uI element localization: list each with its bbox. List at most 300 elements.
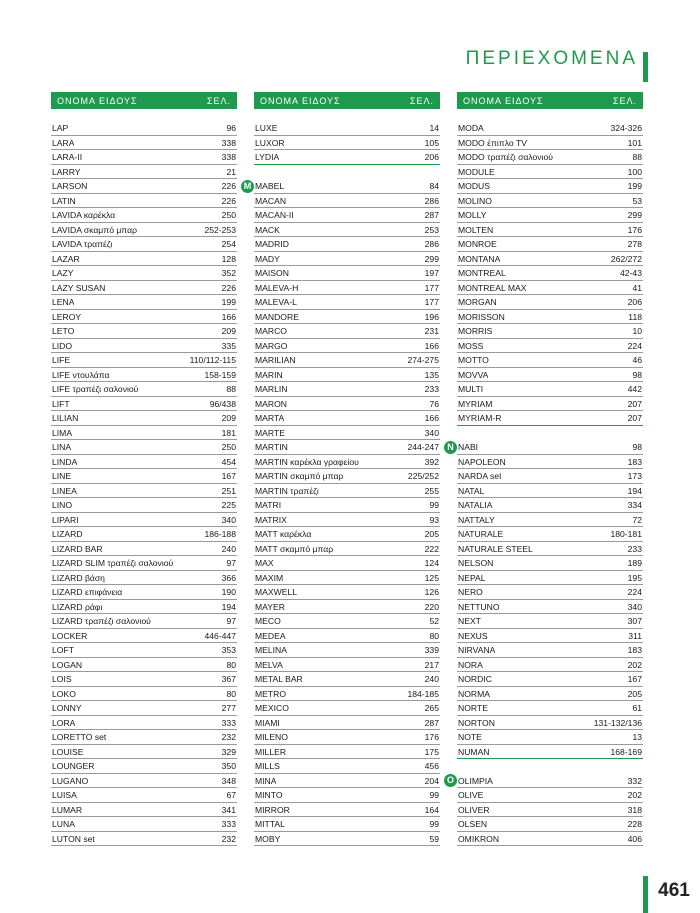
entry-page: 110/112-115: [189, 355, 236, 365]
entry-name: MARLIN: [255, 384, 288, 394]
entry-page: 135: [424, 369, 439, 380]
index-entry: [457, 788, 643, 803]
index-entry: [447, 440, 643, 455]
entry-name: MATT καρέκλα: [255, 529, 312, 539]
entry-name: LINE: [52, 471, 72, 481]
entry-page: 84: [429, 181, 439, 191]
index-entry: [51, 353, 237, 368]
index-entry: [254, 208, 440, 223]
entry-name: LAZY: [52, 268, 74, 278]
entry-page: 46: [632, 355, 642, 365]
index-column-1: [51, 92, 237, 846]
entry-name: MATRI: [255, 500, 282, 510]
index-entry: [457, 208, 643, 223]
index-entry: [254, 353, 440, 368]
entry-page: 164: [424, 804, 439, 815]
entry-name: LARSON: [52, 181, 88, 191]
entry-page: 98: [632, 442, 642, 452]
index-entry: [457, 237, 643, 252]
entry-name: LOFT: [52, 645, 74, 655]
index-entry: [51, 339, 237, 354]
entry-name: MARON: [255, 398, 287, 409]
entry-page: 250: [221, 210, 236, 220]
entry-name: LAP: [52, 123, 69, 133]
index-entry: [254, 455, 440, 470]
entry-name: NETTUNO: [458, 601, 500, 612]
index-entry: [51, 585, 237, 600]
entry-page: 202: [627, 790, 642, 800]
index-entry: [457, 339, 643, 354]
entry-name: MILENO: [255, 732, 288, 742]
entry-page: 100: [627, 166, 642, 177]
index-entry: [51, 266, 237, 281]
entry-page: 228: [627, 819, 642, 829]
entry-name: MOVVA: [458, 369, 489, 380]
entry-page: 80: [429, 630, 439, 641]
index-entry: [457, 136, 643, 151]
index-entry: [457, 817, 643, 832]
entry-page: 287: [424, 210, 439, 220]
entry-page: 265: [424, 703, 439, 713]
entry-name: MODULE: [458, 166, 495, 177]
index-entry: [254, 411, 440, 426]
index-entry: [254, 832, 440, 847]
index-entry: [457, 310, 643, 325]
entry-page: 333: [221, 717, 236, 728]
index-entry: [51, 745, 237, 760]
entry-name: MODO τραπέζι σαλονιού: [458, 152, 553, 162]
index-entry: [51, 672, 237, 687]
index-entry: [457, 658, 643, 673]
entry-name: MAXWELL: [255, 587, 298, 597]
entry-page: 329: [221, 746, 236, 757]
entry-name: MAXIM: [255, 572, 284, 583]
entry-page: 184-185: [407, 688, 439, 699]
index-entry: [254, 585, 440, 600]
entry-page: 96/438: [209, 398, 236, 409]
entry-page: 209: [221, 413, 236, 423]
entry-name: LOCKER: [52, 630, 88, 641]
entry-page: 131-132/136: [593, 717, 642, 728]
entry-name: LUNA: [52, 819, 75, 829]
entry-page: 367: [221, 674, 236, 684]
entry-name: NAPOLEON: [458, 456, 506, 467]
entry-name: MELVA: [255, 659, 283, 670]
entry-name: MARTIN καρέκλα γραφείου: [255, 456, 359, 467]
entry-page: 217: [424, 659, 439, 670]
index-entry: [51, 600, 237, 615]
index-entry: [457, 803, 643, 818]
index-entry: [254, 600, 440, 615]
entry-page: 205: [424, 529, 439, 539]
entry-page: 287: [424, 717, 439, 728]
index-entry: [254, 672, 440, 687]
entry-page: 222: [424, 543, 439, 554]
entry-name: MINA: [255, 775, 277, 786]
entry-name: LUISA: [52, 790, 77, 800]
index-entry: [457, 223, 643, 238]
entry-name: MODUS: [458, 181, 490, 191]
column-header-page: ΣΕΛ.: [612, 95, 637, 106]
entry-name: LILIAN: [52, 413, 79, 423]
index-entry: [457, 281, 643, 296]
index-entry: [51, 237, 237, 252]
entry-name: NELSON: [458, 558, 494, 568]
index-entry: [51, 658, 237, 673]
index-entry: [254, 310, 440, 325]
entry-page: 456: [424, 761, 439, 771]
entry-name: MARTIN σκαμπό μπαρ: [255, 471, 344, 481]
index-entry: [457, 179, 643, 194]
entry-page: 67: [226, 790, 236, 800]
entry-page: 406: [627, 833, 642, 844]
entry-name: MELINA: [255, 645, 287, 655]
index-entry: [457, 382, 643, 397]
index-entry: [51, 556, 237, 571]
entry-page: 454: [221, 456, 236, 467]
entry-page: 338: [221, 152, 236, 162]
index-entry: [457, 252, 643, 267]
index-entry: [254, 513, 440, 528]
entry-name: MARGO: [255, 340, 288, 351]
entry-page: 42-43: [620, 268, 642, 278]
index-entry: [254, 426, 440, 441]
entry-name: MYRIAM: [458, 398, 493, 409]
entry-name: LETO: [52, 326, 75, 336]
index-entry: [457, 368, 643, 383]
entry-name: MITTAL: [255, 819, 285, 829]
index-entry: [51, 817, 237, 832]
index-entry: [254, 788, 440, 803]
index-entry: [51, 542, 237, 557]
entry-name: OLIMPIA: [458, 775, 493, 786]
entry-name: MALEVA-H: [255, 282, 299, 293]
entry-name: MAYER: [255, 601, 285, 612]
entry-page: 286: [424, 239, 439, 249]
index-entry: [51, 513, 237, 528]
entry-name: MOLLY: [458, 210, 487, 220]
entry-page: 72: [632, 514, 642, 525]
entry-page: 183: [627, 456, 642, 467]
entry-name: MOSS: [458, 340, 484, 351]
index-entry: [51, 687, 237, 702]
entry-name: MYRIAM-R: [458, 413, 502, 423]
index-entry: [254, 498, 440, 513]
entry-page: 250: [221, 442, 236, 452]
entry-name: NOTE: [458, 732, 482, 742]
entry-name: MORGAN: [458, 297, 497, 307]
entry-name: LIZARD τραπέζι σαλονιού: [52, 616, 151, 626]
entry-name: NORMA: [458, 688, 490, 699]
index-entry: [457, 165, 643, 180]
entry-name: MORISSON: [458, 311, 505, 322]
entry-name: LINEA: [52, 485, 77, 496]
index-entry: [254, 469, 440, 484]
entry-page: 93: [429, 514, 439, 525]
index-entry: [51, 150, 237, 165]
index-list: [446, 121, 643, 846]
index-entry: [51, 426, 237, 441]
entry-page: 252-253: [204, 224, 236, 235]
entry-name: LIFT: [52, 398, 70, 409]
entry-page: 220: [424, 601, 439, 612]
index-entry: [457, 556, 643, 571]
index-entry: [446, 774, 643, 789]
entry-page: 53: [632, 195, 642, 206]
index-entry: [254, 687, 440, 702]
entry-name: NERO: [458, 587, 483, 597]
index-entry: [254, 614, 440, 629]
entry-page: 207: [627, 413, 642, 423]
index-entry: [457, 397, 643, 412]
entry-name: LOKO: [52, 688, 76, 699]
entry-page: 204: [424, 775, 439, 786]
entry-name: NEXUS: [458, 630, 488, 641]
entry-name: NUMAN: [458, 746, 490, 757]
index-entry: [457, 484, 643, 499]
column-header-page: ΣΕΛ.: [206, 95, 231, 106]
entry-page: 251: [221, 485, 236, 496]
index-entry: [254, 252, 440, 267]
index-entry: [457, 324, 643, 339]
entry-name: OMIKRON: [458, 833, 500, 844]
entry-name: LIZARD επιφάνεια: [52, 587, 123, 597]
entry-name: MULTI: [458, 384, 484, 394]
entry-name: OLIVER: [458, 804, 490, 815]
entry-page: 278: [627, 239, 642, 249]
entry-page: 338: [221, 137, 236, 148]
index-list: [51, 121, 237, 846]
entry-name: NEPAL: [458, 572, 486, 583]
entry-page: 233: [627, 543, 642, 554]
entry-page: 21: [226, 166, 236, 177]
entry-name: NATURALE: [458, 529, 504, 539]
index-entry: [254, 223, 440, 238]
index-entry: [51, 701, 237, 716]
index-entry: [51, 121, 237, 136]
entry-page: 105: [424, 137, 439, 148]
entry-page: 59: [429, 833, 439, 844]
index-entry: [51, 165, 237, 180]
entry-page: 299: [627, 210, 642, 220]
index-entry: [457, 295, 643, 310]
entry-page: 334: [627, 500, 642, 510]
index-entry: [254, 730, 440, 745]
entry-page: 231: [424, 326, 439, 336]
index-entry: [457, 571, 643, 586]
entry-page: 318: [627, 804, 642, 815]
section-gap: [457, 759, 643, 774]
entry-page: 194: [221, 601, 236, 612]
entry-page: 446-447: [204, 630, 236, 641]
entry-name: NIRVANA: [458, 645, 496, 655]
entry-name: MACK: [255, 224, 280, 235]
entry-page: 10: [632, 326, 642, 336]
index-entry: [457, 513, 643, 528]
entry-name: NORDIC: [458, 674, 492, 684]
index-entry: [254, 136, 440, 151]
entry-name: LEROY: [52, 311, 82, 322]
entry-page: 255: [424, 485, 439, 496]
entry-name: LAZAR: [52, 253, 80, 264]
index-entry: [457, 600, 643, 615]
title-accent-bar: [643, 52, 648, 82]
index-entry: [457, 687, 643, 702]
entry-name: LIFE τραπέζι σαλονιού: [52, 384, 139, 394]
entry-page: 13: [632, 732, 642, 742]
entry-page: 353: [221, 645, 236, 655]
index-entry: [457, 629, 643, 644]
section-letter-badge: N: [444, 441, 457, 454]
entry-page: 199: [627, 181, 642, 191]
entry-page: 190: [221, 587, 236, 597]
entry-name: NARDA set: [458, 471, 502, 481]
entry-page: 232: [221, 732, 236, 742]
entry-name: NORTE: [458, 703, 488, 713]
index-entry: [254, 194, 440, 209]
index-entry: [51, 469, 237, 484]
section-gap: [254, 165, 440, 180]
index-entry: [457, 585, 643, 600]
index-entry: [254, 440, 440, 455]
entry-name: MATT σκαμπό μπαρ: [255, 543, 334, 554]
entry-name: LONNY: [52, 703, 82, 713]
entry-page: 225: [221, 500, 236, 510]
entry-page: 335: [221, 340, 236, 351]
entry-page: 98: [632, 369, 642, 380]
entry-page: 232: [221, 833, 236, 844]
entry-name: METAL BAR: [255, 674, 303, 684]
entry-name: LUMAR: [52, 804, 83, 815]
index-entry: [51, 136, 237, 151]
index-entry: [51, 629, 237, 644]
entry-name: MANDORE: [255, 311, 299, 322]
index-entry: [51, 440, 237, 455]
index-entry: [243, 179, 440, 194]
index-entry: [457, 411, 643, 426]
index-entry: [51, 281, 237, 296]
entry-page: 226: [221, 282, 236, 293]
entry-name: NATTALY: [458, 514, 495, 525]
entry-name: LUXE: [255, 123, 278, 133]
entry-page: 332: [627, 775, 642, 786]
entry-name: LOUISE: [52, 746, 84, 757]
entry-name: LIPARI: [52, 514, 79, 525]
index-entry: [457, 730, 643, 745]
index-entry: [51, 295, 237, 310]
entry-page: 299: [424, 253, 439, 264]
index-entry: [457, 121, 643, 136]
entry-page: 240: [221, 543, 236, 554]
entry-name: MARTE: [255, 427, 285, 438]
page-title: ΠΕΡΙΕΧΟΜΕΝΑ: [465, 48, 638, 69]
index-entry: [51, 223, 237, 238]
index-entry: [51, 397, 237, 412]
section-letter-badge: O: [444, 774, 457, 787]
column-header: [457, 92, 643, 109]
entry-name: MONTANA: [458, 253, 501, 264]
entry-name: MADRID: [255, 239, 289, 249]
entry-page: 176: [424, 732, 439, 742]
column-header-name: ΟΝΟΜΑ ΕΙΔΟΥΣ: [57, 95, 138, 106]
entry-page: 76: [429, 398, 439, 409]
entry-name: LARA: [52, 137, 75, 148]
entry-page: 366: [221, 572, 236, 583]
index-entry: [457, 745, 643, 760]
index-entry: [254, 121, 440, 136]
entry-page: 341: [221, 804, 236, 815]
entry-name: LIZARD BAR: [52, 543, 103, 554]
index-entry: [254, 382, 440, 397]
entry-name: LAVIDA τραπέζι: [52, 239, 113, 249]
entry-page: 340: [221, 514, 236, 525]
entry-page: 61: [632, 703, 642, 713]
entry-page: 166: [424, 340, 439, 351]
index-entry: [51, 759, 237, 774]
entry-page: 226: [221, 195, 236, 206]
index-entry: [51, 571, 237, 586]
entry-page: 97: [226, 616, 236, 626]
entry-name: MARCO: [255, 326, 287, 336]
entry-page: 80: [226, 659, 236, 670]
entry-name: MILLER: [255, 746, 287, 757]
entry-page: 96: [226, 123, 236, 133]
entry-name: MONTREAL MAX: [458, 282, 527, 293]
entry-name: MEDEA: [255, 630, 286, 641]
entry-name: LOIS: [52, 674, 72, 684]
entry-page: 240: [424, 674, 439, 684]
entry-page: 128: [221, 253, 236, 264]
entry-page: 99: [429, 500, 439, 510]
index-entry: [254, 150, 440, 165]
column-header: [51, 92, 237, 109]
entry-page: 125: [424, 572, 439, 583]
entry-page: 324-326: [610, 123, 642, 133]
index-entry: [51, 411, 237, 426]
index-entry: [51, 527, 237, 542]
entry-page: 183: [627, 645, 642, 655]
entry-name: NORTON: [458, 717, 495, 728]
entry-name: MOBY: [255, 833, 281, 844]
entry-page: 199: [221, 297, 236, 307]
index-entry: [457, 194, 643, 209]
entry-name: METRO: [255, 688, 287, 699]
entry-page: 225/252: [407, 471, 439, 481]
index-entry: [254, 339, 440, 354]
index-column-3: [446, 92, 643, 846]
entry-page: 175: [424, 746, 439, 757]
entry-page: 80: [226, 688, 236, 699]
column-header-page: ΣΕΛ.: [409, 95, 434, 106]
entry-name: MOLTEN: [458, 224, 494, 235]
entry-name: LARA-II: [52, 152, 83, 162]
index-entry: [51, 455, 237, 470]
entry-page: 206: [424, 152, 439, 162]
index-entry: [51, 324, 237, 339]
index-entry: [254, 266, 440, 281]
entry-name: LIMA: [52, 427, 73, 438]
entry-name: LARRY: [52, 166, 81, 177]
entry-page: 180-181: [610, 529, 642, 539]
index-entry: [254, 324, 440, 339]
index-entry: [254, 817, 440, 832]
entry-name: LAZY SUSAN: [52, 282, 106, 293]
entry-name: LOGAN: [52, 659, 83, 670]
entry-page: 168-169: [610, 746, 642, 757]
entry-page: 224: [627, 587, 642, 597]
index-entry: [51, 643, 237, 658]
page-number: 461: [648, 876, 700, 913]
